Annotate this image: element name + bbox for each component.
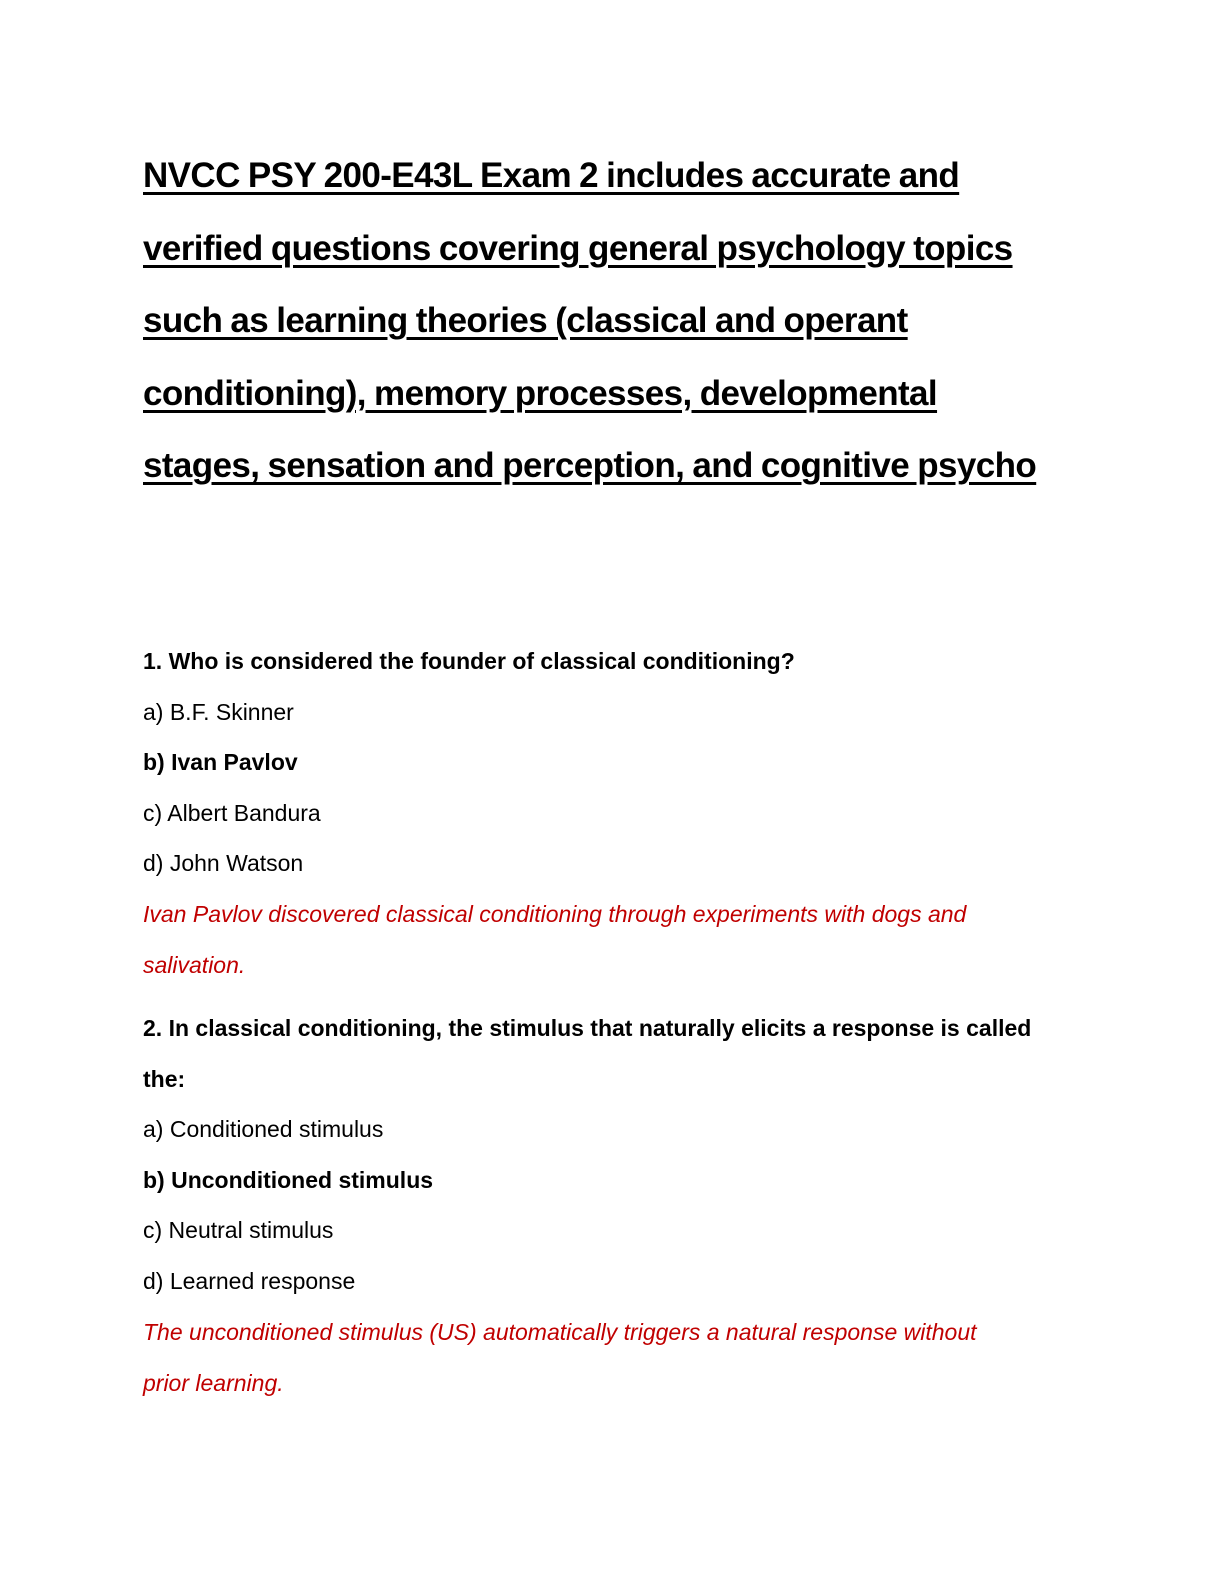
question-2-explanation: The unconditioned stimulus (US) automatically triggers a natural response without — [143, 1319, 977, 1345]
question-2-explanation: prior learning. — [143, 1370, 284, 1396]
question-1-option-a: a) B.F. Skinner — [143, 699, 294, 725]
question-2-text: 2. In classical conditioning, the stimulus that naturally elicits a response is called — [143, 1015, 1032, 1041]
question-2-text: the: — [143, 1066, 186, 1092]
question-1-explanation: salivation. — [143, 952, 246, 978]
question-2-option-c: c) Neutral stimulus — [143, 1217, 334, 1243]
title-line: stages, sensation and perception, and cognitive psycho — [143, 446, 1037, 485]
question-1-option-d: d) John Watson — [143, 850, 304, 876]
question-1-text: 1. Who is considered the founder of classical conditioning? — [143, 648, 795, 674]
question-1-option-c: c) Albert Bandura — [143, 800, 321, 826]
question-1-option-b-correct: b) Ivan Pavlov — [143, 749, 298, 775]
question-2-option-d: d) Learned response — [143, 1268, 356, 1294]
title-line: verified questions covering general psychology topics — [143, 228, 1013, 268]
document-title — [143, 140, 1103, 503]
title-line: conditioning), memory processes, developmental — [143, 373, 938, 413]
question-2-option-a: a) Conditioned stimulus — [143, 1116, 384, 1142]
question-1-explanation: Ivan Pavlov discovered classical conditioning through experiments with dogs and — [143, 901, 967, 927]
title-line: such as learning theories (classical and operant — [143, 301, 908, 340]
title-line: NVCC PSY 200-E43L Exam 2 includes accurate and — [143, 156, 960, 195]
question-2-option-b-correct: b) Unconditioned stimulus — [143, 1167, 434, 1193]
